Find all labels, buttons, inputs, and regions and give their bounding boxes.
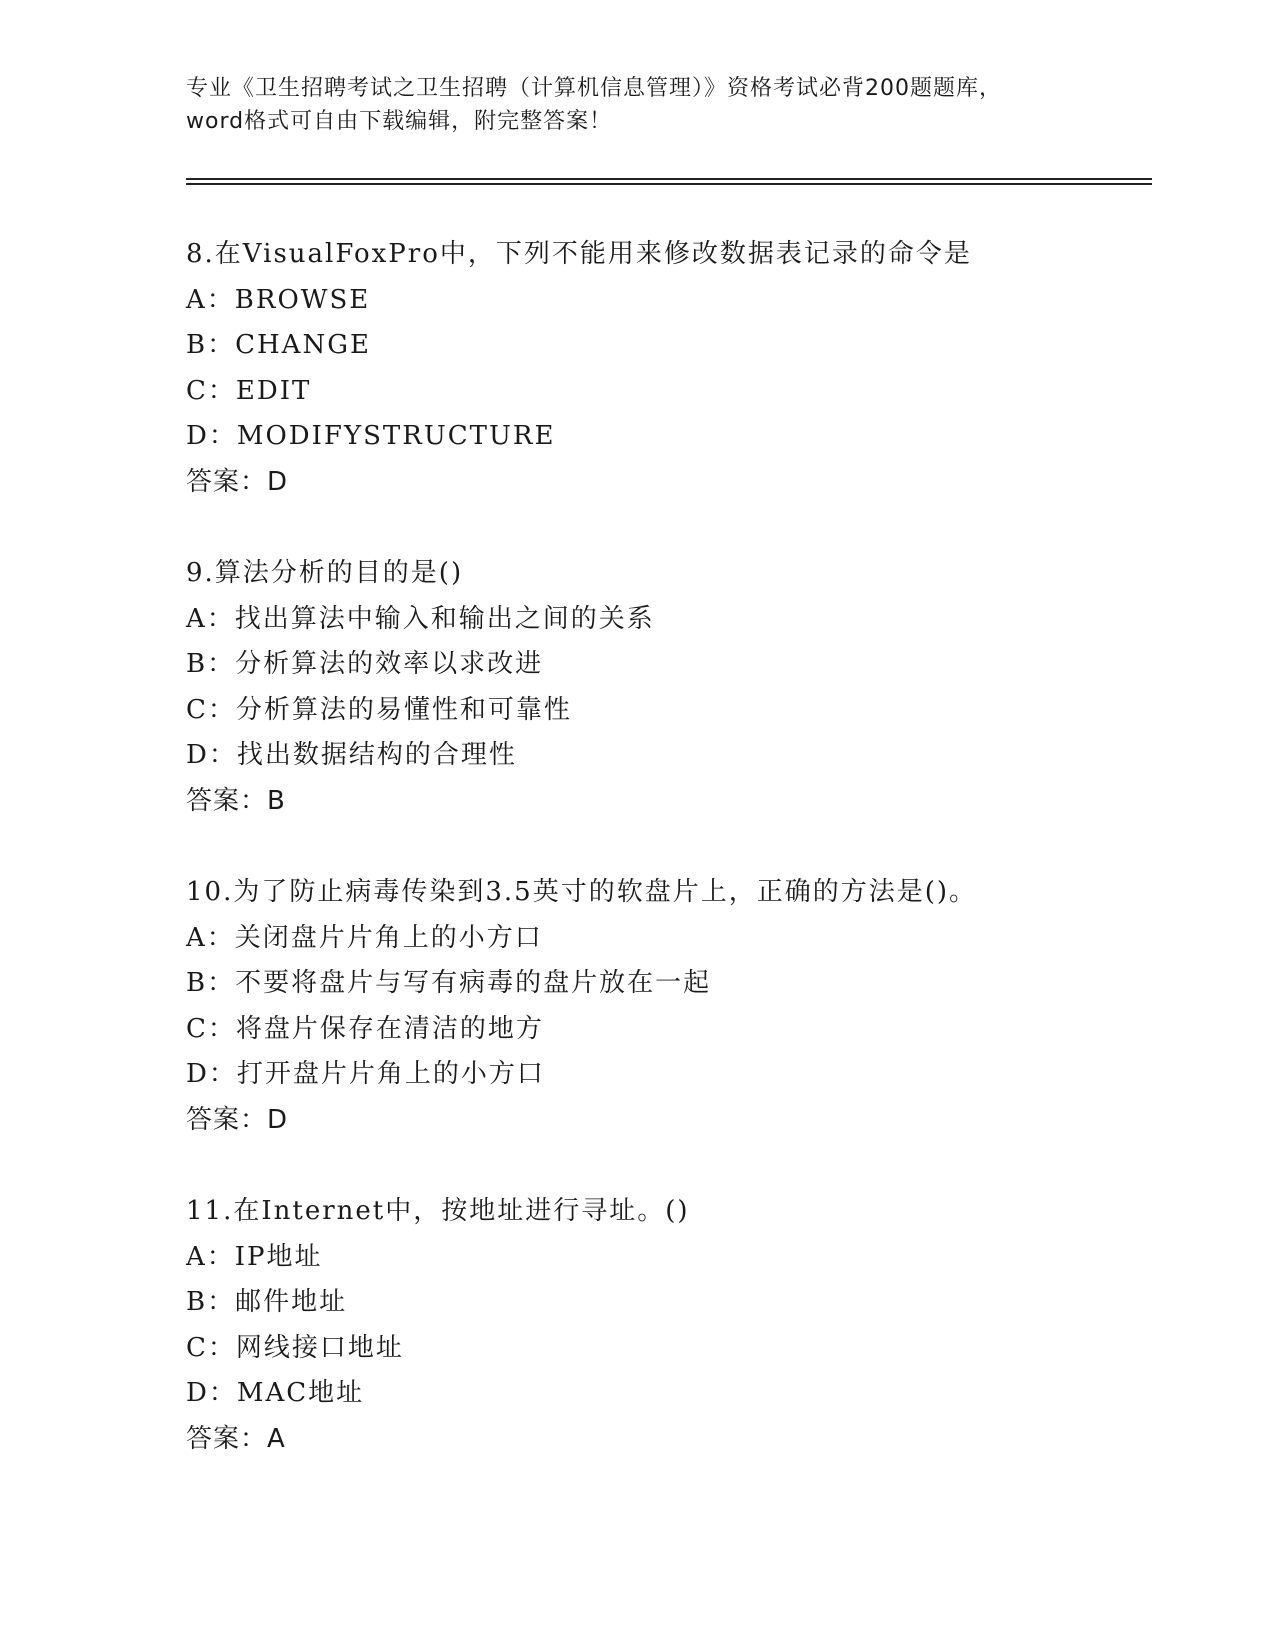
document-header xyxy=(186,72,1086,138)
answer-key: 答案：B xyxy=(186,785,286,816)
answer-key: 答案：D xyxy=(186,466,289,497)
option-d: D：打开盘片片角上的小方口 xyxy=(186,1059,545,1089)
question-11 xyxy=(186,1189,1146,1508)
question-stem: 11.在Internet中，按地址进行寻址。() xyxy=(186,1196,690,1226)
option-a: A：关闭盘片片角上的小方口 xyxy=(186,922,543,953)
option-d: D：MODIFYSTRUCTURE xyxy=(186,421,556,451)
question-9 xyxy=(186,551,1146,870)
header-divider-top xyxy=(186,178,1152,180)
option-d: D：MAC地址 xyxy=(186,1378,365,1408)
option-c: C：EDIT xyxy=(186,375,312,406)
option-b: B：CHANGE xyxy=(186,330,371,360)
header-title-line-2: word格式可自由下载编辑，附完整答案！ xyxy=(186,109,613,134)
option-b: B：不要将盘片与写有病毒的盘片放在一起 xyxy=(186,968,712,998)
question-stem: 10.为了防止病毒传染到3.5英寸的软盘片上，正确的方法是()。 xyxy=(186,877,977,907)
option-d: D：找出数据结构的合理性 xyxy=(186,740,517,770)
header-title-line-1: 专业《卫生招聘考试之卫生招聘（计算机信息管理）》资格考试必背200题题库， xyxy=(186,76,1002,101)
question-10 xyxy=(186,870,1146,1189)
answer-key: 答案：A xyxy=(186,1423,286,1454)
option-a: A：BROWSE xyxy=(186,284,371,315)
option-c: C：分析算法的易懂性和可靠性 xyxy=(186,694,572,725)
question-stem: 8.在VisualFoxPro中，下列不能用来修改数据表记录的命令是 xyxy=(186,239,972,269)
option-c: C：将盘片保存在清洁的地方 xyxy=(186,1013,544,1044)
question-8 xyxy=(186,232,1146,551)
answer-key: 答案：D xyxy=(186,1104,289,1135)
option-b: B：分析算法的效率以求改进 xyxy=(186,649,544,679)
question-list xyxy=(186,232,1146,1508)
option-a: A：IP地址 xyxy=(186,1241,323,1272)
option-b: B：邮件地址 xyxy=(186,1287,348,1317)
header-divider-bottom xyxy=(186,183,1152,185)
option-c: C：网线接口地址 xyxy=(186,1332,404,1363)
question-stem: 9.算法分析的目的是() xyxy=(186,558,464,588)
option-a: A：找出算法中输入和输出之间的关系 xyxy=(186,603,655,634)
